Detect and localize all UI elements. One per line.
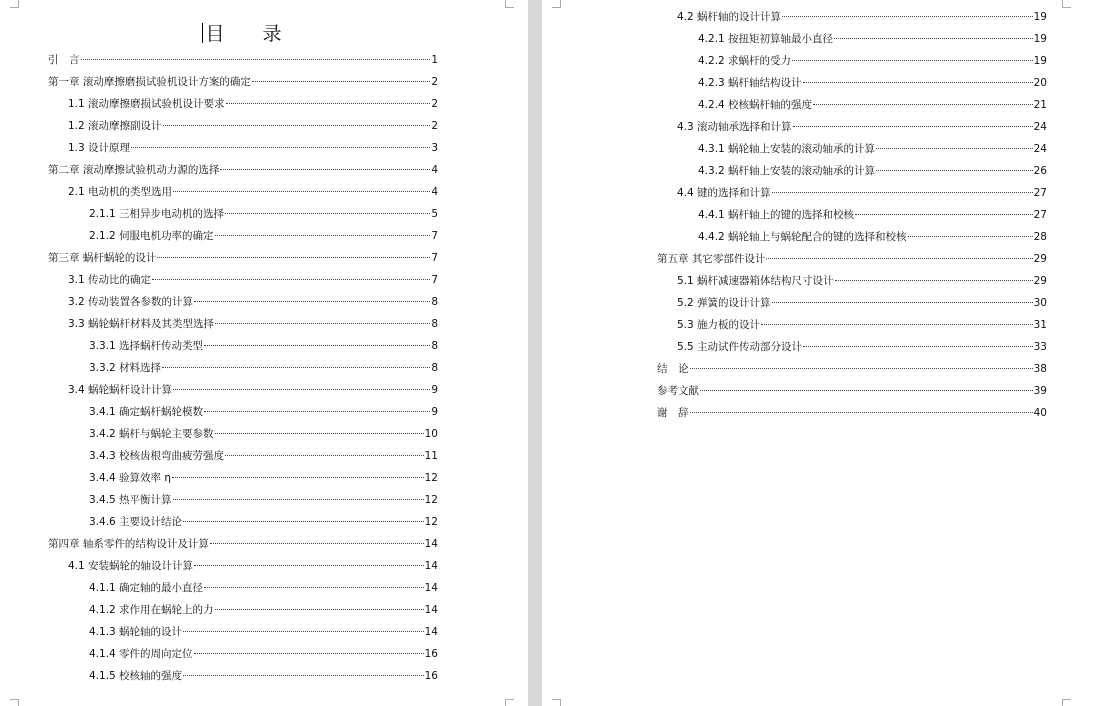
- toc-entry[interactable]: [48, 577, 438, 599]
- toc-entry[interactable]: [48, 555, 438, 577]
- toc-entry-page: 19: [1033, 11, 1047, 23]
- toc-entry[interactable]: [48, 269, 438, 291]
- toc-entry[interactable]: [48, 71, 438, 93]
- toc-entry-page: 9: [431, 406, 438, 418]
- toc-entry-page: 7: [431, 274, 438, 286]
- crop-mark: [505, 0, 514, 8]
- toc-leader-dots: [215, 323, 430, 324]
- toc-entry[interactable]: [48, 313, 438, 335]
- toc-entry-label: 1.1 滚动摩擦磨损试验机设计要求: [68, 98, 225, 110]
- toc-entry[interactable]: [657, 94, 1047, 116]
- toc-entry[interactable]: [657, 50, 1047, 72]
- toc-entry[interactable]: [48, 467, 438, 489]
- toc-entry-label: 第三章 蜗杆蜗轮的设计: [48, 252, 157, 264]
- toc-entry-page: 31: [1033, 319, 1047, 331]
- toc-entry-label: 3.2 传动装置各参数的计算: [68, 296, 194, 308]
- toc-entry-page: 11: [424, 450, 438, 462]
- toc-entry[interactable]: [48, 247, 438, 269]
- toc-entry[interactable]: [48, 665, 438, 687]
- toc-entry-page: 29: [1033, 275, 1047, 287]
- toc-entry[interactable]: [657, 182, 1047, 204]
- toc-entry[interactable]: [48, 115, 438, 137]
- toc-leader-dots: [173, 499, 424, 500]
- toc-leader-dots: [204, 587, 424, 588]
- toc-entry-page: 4: [431, 164, 438, 176]
- toc-list-left: [48, 49, 438, 687]
- toc-entry-page: 8: [431, 340, 438, 352]
- toc-entry-label: 3.1 传动比的确定: [68, 274, 152, 286]
- toc-leader-dots: [194, 653, 424, 654]
- toc-entry[interactable]: [48, 291, 438, 313]
- toc-entry-page: 12: [424, 494, 438, 506]
- toc-entry-label: 4.2.4 校核蜗杆轴的强度: [698, 99, 813, 111]
- toc-leader-dots: [252, 81, 430, 82]
- toc-entry[interactable]: [657, 6, 1047, 28]
- toc-entry-page: 33: [1033, 341, 1047, 353]
- toc-entry-page: 14: [424, 538, 438, 550]
- toc-entry-page: 8: [431, 318, 438, 330]
- toc-leader-dots: [183, 675, 424, 676]
- toc-leader-dots: [876, 170, 1033, 171]
- toc-entry[interactable]: [48, 203, 438, 225]
- toc-leader-dots: [690, 412, 1033, 413]
- toc-entry-label: 4.3.1 蜗轮轴上安装的滚动轴承的计算: [698, 143, 876, 155]
- toc-leader-dots: [225, 455, 424, 456]
- toc-entry-page: 7: [431, 252, 438, 264]
- crop-mark: [10, 0, 19, 8]
- toc-entry-label: 3.3 蜗轮蜗杆材料及其类型选择: [68, 318, 215, 330]
- toc-leader-dots: [700, 390, 1033, 391]
- toc-leader-dots: [225, 213, 430, 214]
- toc-entry[interactable]: [657, 336, 1047, 358]
- toc-entry-label: 第二章 滚动摩擦试验机动力源的选择: [48, 164, 220, 176]
- toc-entry-page: 2: [431, 120, 438, 132]
- toc-leader-dots: [81, 59, 431, 60]
- toc-entry-label: 3.4.2 蜗杆与蜗轮主要参数: [89, 428, 214, 440]
- toc-entry-label: 3.4.6 主要设计结论: [89, 516, 183, 528]
- toc-leader-dots: [761, 324, 1033, 325]
- toc-entry[interactable]: [48, 621, 438, 643]
- toc-entry[interactable]: [48, 489, 438, 511]
- toc-entry[interactable]: [48, 357, 438, 379]
- toc-entry[interactable]: [657, 116, 1047, 138]
- toc-entry-page: 14: [424, 582, 438, 594]
- toc-entry[interactable]: [48, 93, 438, 115]
- toc-entry-page: 24: [1033, 121, 1047, 133]
- toc-entry-label: 第五章 其它零部件设计: [657, 253, 766, 265]
- toc-entry[interactable]: [48, 181, 438, 203]
- toc-entry-page: 8: [431, 362, 438, 374]
- document-page-right: [542, 0, 1103, 706]
- toc-entry-page: 12: [424, 472, 438, 484]
- toc-entry-label: 3.4.4 验算效率 η: [89, 472, 172, 484]
- toc-entry-label: 4.2.2 求蜗杆的受力: [698, 55, 792, 67]
- crop-mark: [552, 0, 561, 8]
- toc-entry-page: 20: [1033, 77, 1047, 89]
- toc-leader-dots: [172, 477, 424, 478]
- toc-entry[interactable]: [657, 248, 1047, 270]
- crop-mark: [552, 699, 561, 706]
- toc-leader-dots: [194, 301, 430, 302]
- toc-leader-dots: [204, 345, 430, 346]
- toc-entry[interactable]: [48, 599, 438, 621]
- toc-entry-page: 9: [431, 384, 438, 396]
- toc-leader-dots: [183, 521, 424, 522]
- toc-entry[interactable]: [657, 314, 1047, 336]
- toc-leader-dots: [157, 257, 430, 258]
- crop-mark: [1062, 699, 1071, 706]
- toc-entry[interactable]: [657, 204, 1047, 226]
- toc-leader-dots: [813, 104, 1033, 105]
- toc-entry[interactable]: [48, 137, 438, 159]
- toc-leader-dots: [766, 258, 1032, 259]
- toc-entry-label: 3.3.1 选择蜗杆传动类型: [89, 340, 204, 352]
- toc-entry-page: 19: [1033, 33, 1047, 45]
- crop-mark: [10, 699, 19, 706]
- toc-leader-dots: [215, 433, 424, 434]
- toc-entry[interactable]: [48, 643, 438, 665]
- toc-entry[interactable]: [48, 423, 438, 445]
- toc-entry-label: 3.4.3 校核齿根弯曲疲劳强度: [89, 450, 225, 462]
- toc-leader-dots: [226, 103, 431, 104]
- toc-entry-label: 4.1.4 零件的周向定位: [89, 648, 193, 660]
- toc-entry-label: 谢 辞: [657, 407, 689, 419]
- toc-entry-label: 5.3 施力板的设计: [677, 319, 761, 331]
- toc-leader-dots: [215, 609, 424, 610]
- crop-mark: [505, 699, 514, 706]
- toc-leader-dots: [792, 60, 1033, 61]
- toc-leader-dots: [163, 125, 431, 126]
- toc-entry-label: 4.2.3 蜗杆轴结构设计: [698, 77, 802, 89]
- toc-entry-label: 5.5 主动试件传动部分设计: [677, 341, 803, 353]
- toc-entry-page: 1: [431, 54, 438, 66]
- toc-leader-dots: [215, 235, 431, 236]
- toc-entry-label: 3.3.2 材料选择: [89, 362, 162, 374]
- toc-entry-label: 4.1 安装蜗轮的轴设计计算: [68, 560, 194, 572]
- toc-entry-page: 30: [1033, 297, 1047, 309]
- toc-entry[interactable]: [657, 226, 1047, 248]
- toc-entry-label: 4.1.3 蜗轮轴的设计: [89, 626, 183, 638]
- toc-leader-dots: [803, 82, 1033, 83]
- toc-entry-label: 3.4 蜗轮蜗杆设计计算: [68, 384, 173, 396]
- toc-leader-dots: [183, 631, 424, 632]
- toc-entry-page: 39: [1033, 385, 1047, 397]
- toc-entry-label: 4.1.5 校核轴的强度: [89, 670, 183, 682]
- toc-leader-dots: [876, 148, 1033, 149]
- toc-entry-label: 第四章 轴系零件的结构设计及计算: [48, 538, 209, 550]
- toc-leader-dots: [782, 16, 1033, 17]
- toc-entry[interactable]: [48, 379, 438, 401]
- toc-entry-label: 4.2 蜗杆轴的设计计算: [677, 11, 782, 23]
- toc-entry-label: 结 论: [657, 363, 689, 375]
- toc-entry-page: 5: [431, 208, 438, 220]
- toc-leader-dots: [173, 389, 430, 390]
- toc-entry-page: 8: [431, 296, 438, 308]
- toc-entry-page: 14: [424, 560, 438, 572]
- toc-list-right: [657, 6, 1047, 424]
- toc-leader-dots: [220, 169, 430, 170]
- toc-entry-label: 5.1 蜗杆减速器箱体结构尺寸设计: [677, 275, 834, 287]
- toc-entry[interactable]: [657, 270, 1047, 292]
- toc-entry-label: 4.4 键的选择和计算: [677, 187, 771, 199]
- toc-leader-dots: [162, 367, 430, 368]
- toc-entry-page: 7: [431, 230, 438, 242]
- toc-entry[interactable]: [48, 159, 438, 181]
- toc-entry-label: 1.3 设计原理: [68, 142, 131, 154]
- toc-title: [0, 19, 500, 46]
- text-cursor: [202, 23, 203, 43]
- toc-entry-page: 27: [1033, 187, 1047, 199]
- toc-entry-label: 第一章 滚动摩擦磨损试验机设计方案的确定: [48, 76, 251, 88]
- toc-entry-label: 4.2.1 按扭矩初算轴最小直径: [698, 33, 834, 45]
- toc-entry-page: 26: [1033, 165, 1047, 177]
- toc-entry[interactable]: [657, 380, 1047, 402]
- toc-entry-page: 40: [1033, 407, 1047, 419]
- toc-entry-page: 24: [1033, 143, 1047, 155]
- toc-entry-page: 3: [431, 142, 438, 154]
- toc-leader-dots: [772, 192, 1033, 193]
- toc-entry-page: 4: [431, 186, 438, 198]
- toc-entry-page: 21: [1033, 99, 1047, 111]
- toc-entry-page: 2: [431, 98, 438, 110]
- toc-entry-page: 27: [1033, 209, 1047, 221]
- toc-entry-page: 10: [424, 428, 438, 440]
- toc-entry[interactable]: [48, 533, 438, 555]
- toc-entry-label: 4.3 滚动轴承选择和计算: [677, 121, 792, 133]
- toc-entry[interactable]: [657, 292, 1047, 314]
- toc-leader-dots: [210, 543, 424, 544]
- toc-entry-page: 14: [424, 626, 438, 638]
- toc-entry[interactable]: [657, 358, 1047, 380]
- toc-entry-label: 4.1.2 求作用在蜗轮上的力: [89, 604, 214, 616]
- toc-leader-dots: [131, 147, 430, 148]
- toc-entry[interactable]: [48, 445, 438, 467]
- toc-entry-page: 16: [424, 648, 438, 660]
- toc-entry-label: 引 言: [48, 54, 80, 66]
- toc-entry-page: 14: [424, 604, 438, 616]
- toc-leader-dots: [152, 279, 430, 280]
- toc-entry-page: 38: [1033, 363, 1047, 375]
- toc-leader-dots: [803, 346, 1033, 347]
- toc-entry-label: 5.2 弹簧的设计计算: [677, 297, 771, 309]
- toc-leader-dots: [690, 368, 1033, 369]
- toc-leader-dots: [173, 191, 430, 192]
- toc-leader-dots: [835, 280, 1033, 281]
- toc-entry-page: 28: [1033, 231, 1047, 243]
- toc-entry-page: 16: [424, 670, 438, 682]
- toc-leader-dots: [793, 126, 1033, 127]
- toc-entry-label: 2.1 电动机的类型选用: [68, 186, 173, 198]
- toc-entry-label: 1.2 滚动摩擦副设计: [68, 120, 162, 132]
- toc-leader-dots: [772, 302, 1033, 303]
- toc-leader-dots: [855, 214, 1033, 215]
- toc-leader-dots: [204, 411, 430, 412]
- toc-entry-page: 29: [1033, 253, 1047, 265]
- toc-entry[interactable]: [657, 28, 1047, 50]
- toc-entry[interactable]: [657, 138, 1047, 160]
- toc-title-text: 目 录: [205, 23, 298, 45]
- toc-entry[interactable]: [657, 160, 1047, 182]
- toc-leader-dots: [908, 236, 1033, 237]
- toc-entry-label: 3.4.5 热平衡计算: [89, 494, 172, 506]
- toc-entry[interactable]: [48, 49, 438, 71]
- toc-entry-label: 4.3.2 蜗杆轴上安装的滚动轴承的计算: [698, 165, 876, 177]
- toc-entry[interactable]: [657, 72, 1047, 94]
- toc-entry-label: 2.1.1 三相异步电动机的选择: [89, 208, 225, 220]
- toc-entry[interactable]: [48, 335, 438, 357]
- toc-entry[interactable]: [48, 401, 438, 423]
- page-gap: [528, 0, 542, 706]
- toc-entry-label: 3.4.1 确定蜗杆蜗轮模数: [89, 406, 204, 418]
- toc-entry-label: 4.1.1 确定轴的最小直径: [89, 582, 204, 594]
- toc-entry-page: 2: [431, 76, 438, 88]
- toc-entry-label: 2.1.2 伺服电机功率的确定: [89, 230, 214, 242]
- toc-entry[interactable]: [48, 511, 438, 533]
- document-page-left: [0, 0, 528, 706]
- toc-entry-label: 4.4.2 蜗轮轴上与蜗轮配合的键的选择和校核: [698, 231, 907, 243]
- toc-leader-dots: [834, 38, 1033, 39]
- toc-entry-page: 19: [1033, 55, 1047, 67]
- toc-entry[interactable]: [48, 225, 438, 247]
- toc-entry-label: 参考文献: [657, 385, 699, 397]
- crop-mark: [1062, 0, 1071, 8]
- toc-entry-page: 12: [424, 516, 438, 528]
- toc-entry[interactable]: [657, 402, 1047, 424]
- toc-entry-label: 4.4.1 蜗杆轴上的键的选择和校核: [698, 209, 855, 221]
- toc-leader-dots: [194, 565, 424, 566]
